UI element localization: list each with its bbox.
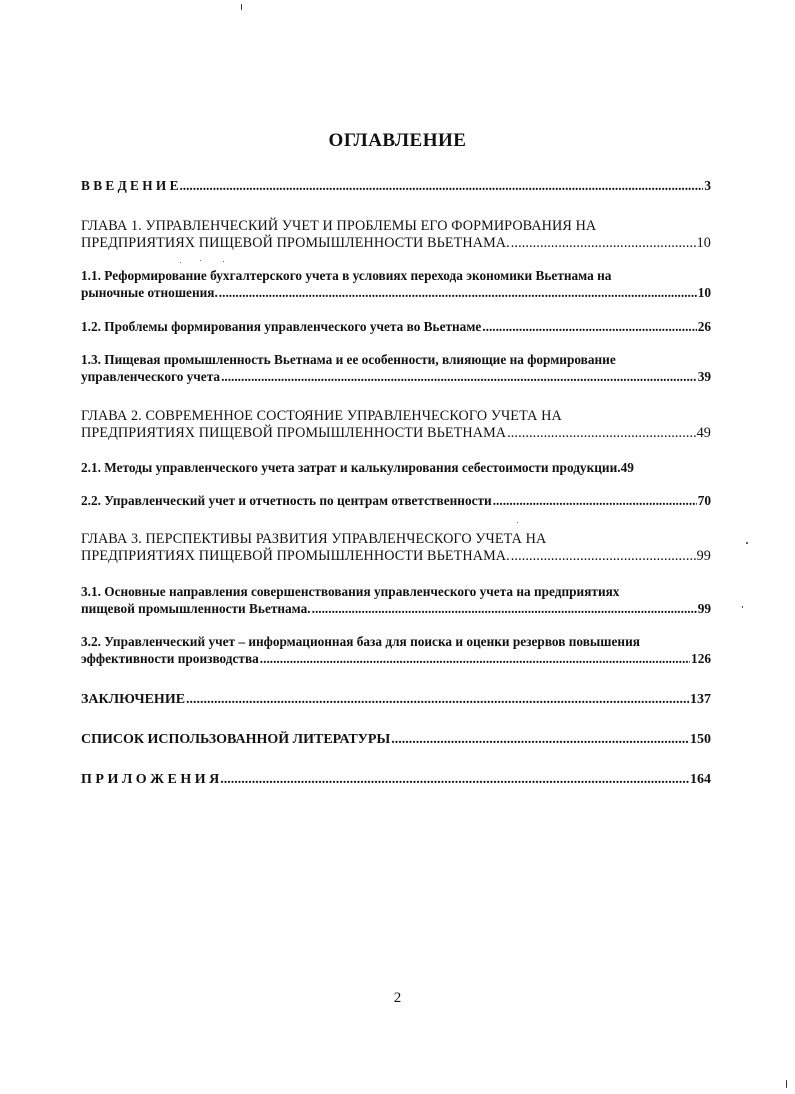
toc-page-number: 99 — [697, 601, 711, 616]
toc-page-number: 126 — [691, 651, 711, 666]
leader-dots — [507, 425, 695, 442]
toc-entry-section-3-2 — [81, 633, 746, 667]
toc-entry-text: пищевой промышленности Вьетнама. — [81, 601, 311, 616]
scan-speck — [786, 1080, 787, 1088]
leader-dots — [220, 771, 689, 788]
toc-page-number: 70 — [697, 493, 711, 508]
toc-entry-line: 3.2. Управленческий учет – информационная база для поиска и оценки резервов повышения — [81, 634, 640, 649]
toc-page-number: 150 — [690, 732, 711, 747]
toc-entry-text: 2.2. Управленческий учет и отчетность по центрам ответственности — [81, 493, 492, 508]
scan-speck — [241, 4, 242, 10]
scan-speck — [517, 522, 518, 523]
toc-page-number: 137 — [690, 692, 711, 707]
toc-entry-line: 1.1. Реформирование бухгалтерского учета в условиях перехода экономики Вьетнама на — [81, 268, 612, 283]
page-number: 2 — [393, 990, 402, 1006]
scan-speck — [180, 262, 181, 263]
toc-entry-bibliography — [81, 731, 711, 748]
leader-dots — [511, 235, 696, 252]
leader-dots — [260, 650, 690, 667]
toc-entry-chapter-3 — [81, 531, 711, 565]
toc-page-number: 3 — [704, 178, 711, 193]
toc-entry-conclusion — [81, 691, 711, 708]
toc-entry-text: СПИСОК ИСПОЛЬЗОВАННОЙ ЛИТЕРАТУРЫ — [81, 732, 391, 747]
toc-entry-text: эффективности производства — [81, 651, 259, 666]
leader-dots — [511, 548, 696, 565]
toc-entry-line: ГЛАВА 3. ПЕРСПЕКТИВЫ РАЗВИТИЯ УПРАВЛЕНЧЕСКОГО УЧЕТА НА — [81, 531, 547, 547]
toc-entry-section-3-1 — [81, 583, 711, 617]
leader-dots — [219, 284, 697, 301]
scan-speck — [223, 261, 224, 262]
toc-entry-chapter-2 — [81, 408, 711, 442]
toc-entry-line: ГЛАВА 2. СОВРЕМЕННОЕ СОСТОЯНИЕ УПРАВЛЕНЧЕСКОГО УЧЕТА НА — [81, 408, 562, 424]
toc-entry-appendices — [81, 771, 711, 788]
toc-page-number: 10 — [697, 285, 711, 300]
toc-page-number: 99 — [696, 548, 711, 564]
toc-page-number: 164 — [690, 772, 711, 787]
toc-page-number: 49 — [696, 425, 711, 441]
toc-page-number: 49 — [620, 460, 634, 475]
toc-entry-section-1-2 — [81, 318, 711, 335]
leader-dots — [312, 600, 697, 617]
toc-entry-text: 1.2. Проблемы формирования управленческого учета во Вьетнаме — [81, 319, 482, 334]
scan-speck — [746, 542, 748, 544]
toc-page-number: 39 — [697, 369, 711, 384]
toc-entry-text: В В Е Д Е Н И Е — [81, 178, 179, 193]
toc-entry-text: П Р И Л О Ж Е Н И Я — [81, 772, 220, 787]
scan-speck — [200, 260, 201, 261]
toc-entry-section-1-1 — [81, 267, 711, 301]
toc-entry-line: 3.1. Основные направления совершенствования управленческого учета на предприятиях — [81, 584, 620, 599]
leader-dots — [391, 731, 689, 748]
toc-page-number: 10 — [696, 235, 711, 251]
leader-dots — [186, 691, 689, 708]
toc-entry-section-2-2 — [81, 492, 711, 509]
toc-entry-text: ПРЕДПРИЯТИЯХ ПИЩЕВОЙ ПРОМЫШЛЕННОСТИ ВЬЕТНАМА — [81, 425, 507, 441]
toc-entry-text: ЗАКЛЮЧЕНИЕ — [81, 692, 186, 707]
leader-dots — [493, 492, 697, 509]
toc-entry-line: 1.3. Пищевая промышленность Вьетнама и ее особенности, влияющие на формирование — [81, 352, 616, 367]
toc-entry-line: ГЛАВА 1. УПРАВЛЕНЧЕСКИЙ УЧЕТ И ПРОБЛЕМЫ ЕГО ФОРМИРОВАНИЯ НА — [81, 218, 597, 234]
toc-entry-text: управленческого учета — [81, 369, 221, 384]
toc-entry-introduction — [81, 177, 711, 194]
scan-speck — [742, 606, 743, 608]
toc-entry-section-2-1 — [81, 459, 747, 476]
toc-entry-text: 2.1. Методы управленческого учета затрат и калькулирования себестоимости продукции. — [81, 460, 621, 475]
leader-dots — [482, 318, 696, 335]
leader-dots — [179, 177, 703, 194]
page-title: ОГЛАВЛЕНИЕ — [328, 130, 467, 151]
toc-entry-text: рыночные отношения. — [81, 285, 218, 300]
toc-entry-text: ПРЕДПРИЯТИЯХ ПИЩЕВОЙ ПРОМЫШЛЕННОСТИ ВЬЕТНАМА. — [81, 548, 510, 564]
toc-page-number: 26 — [697, 319, 711, 334]
leader-dots — [221, 368, 697, 385]
toc-entry-text: ПРЕДПРИЯТИЯХ ПИЩЕВОЙ ПРОМЫШЛЕННОСТИ ВЬЕТНАМА. — [81, 235, 510, 251]
toc-entry-section-1-3 — [81, 351, 711, 385]
toc-entry-chapter-1 — [81, 218, 711, 252]
